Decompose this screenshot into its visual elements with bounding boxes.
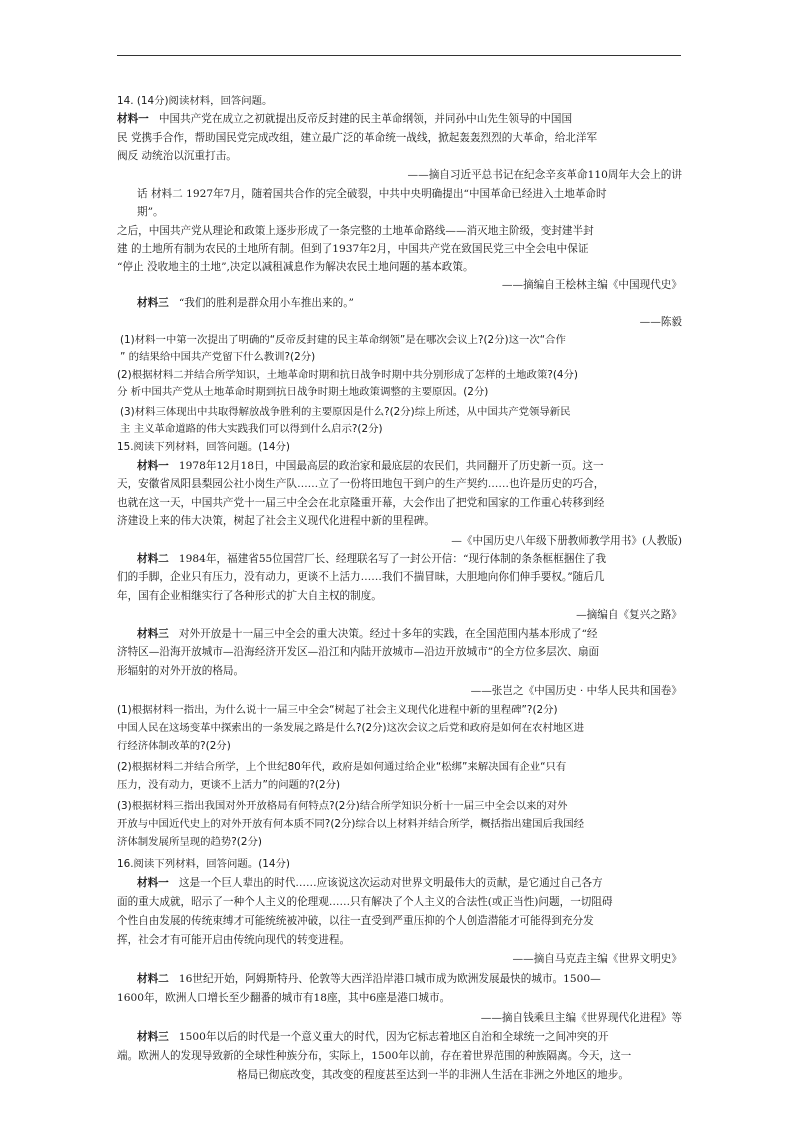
q14-material3-source: ——陈毅 [639,316,682,328]
q15-material3-source: ——张岂之《中国历史 · 中华人民共和国卷》 [470,685,682,697]
q16-material1-line2: 面的重大成就，昭示了一种个人主义的伦理观……只有解决了个人主义的合法性(或正当性)问题，一切阻碍 [117,896,613,908]
q16-material2-source: ——摘自钱乘旦主编《世界现代化进程》等 [480,1012,682,1024]
q14-material2-line5: “停止 没收地主的土地”,决定以减租减息作为解决农民土地问题的基本政策。 [117,261,474,273]
q14-material1-line2: 民 党携手合作，帮助国民党完成改组，建立最广泛的革命统一战线，掀起轰轰烈烈的大革命，给北洋军 [117,132,598,144]
q15-material2-line2: 们的手脚，企业只有压力，没有动力，更谈不上活力……我们不揣冒昧，大胆地向你们伸手要权。”随后几 [117,571,605,583]
q15-material3-line1: 材料三 对外开放是十一届三中全会的重大决策。经过十多年的实践，在全国范围内基本形成了“经 [137,628,598,640]
q15-material2-line3: 年，国有企业相继实行了各种形式的扩大自主权的制度。 [117,590,382,602]
q15-material2-line1: 材料二 1984年，福建省55位国营厂长、经理联名写了一封公开信：“现行体制的条条框框捆住了我 [137,553,607,565]
q15-material2-source: —摘编自《复兴之路》 [576,609,682,621]
q15-question3-line3: 济体制发展所呈现的趋势?(2分) [117,836,262,848]
q16-material3-label: 材料三 [137,1031,169,1043]
q14-material3-label: 材料三 [137,297,169,309]
q16-material1-source: ——摘自马克垚主编《世界文明史》 [512,953,682,965]
q16-material3-line1: 材料三 1500年以后的时代是一个意义重大的时代，因为它标志着地区自治和全球统一之间冲突的开 [137,1031,609,1043]
q15-question2-line1: (2)根据材料二并结合所学，上个世纪80年代，政府是如何通过给企业“松绑”来解决国有企业“只有 [117,761,567,773]
q14-question3-line2: 主 主义革命道路的伟大实践我们可以得到什么启示?(2分) [120,423,383,435]
q14-question1-line1: (1)材料一中第一次提出了明确的“反帝反封建的民主革命纲领”是在哪次会议上?(2分)这一次“合作 [120,334,566,346]
q15-material3-line3: 形辐射的对外开放的格局。 [117,665,245,677]
q14-material2-source: ——摘编自王桧林主编《中国现代史》 [501,279,682,291]
q16-material3-line2: 端。欧洲人的发现导致新的全球性种族分布，实际上，1500年以前，存在着世界范围的种族隔离。今天，这一 [117,1050,632,1062]
q14-question2-line2: 分 析中国共产党从土地革命时期到抗日战争时期土地政策调整的主要原因。(2分) [117,386,489,398]
q14-question1-line2: ” 的结果给中国共产党留下什么教训?(2分) [120,351,316,363]
q14-material1-source: ——摘自习近平总书记在纪念辛亥革命110周年大会上的讲 [407,169,682,181]
q15-material1-source: —《中国历史八年级下册教师教学用书》(人教版) [451,535,682,547]
q14-material2-line2: 期”。 [137,206,164,218]
q14-material1-label: 材料一 [117,113,149,125]
q14-material2-line3: 之后，中国共产党从理论和政策上逐步形成了一条完整的土地革命路线——消灭地主阶级，变封建半封 [117,225,594,237]
q15-material3-label: 材料三 [137,628,169,640]
q15-question3-line1: (3)根据材料三指出我国对外开放格局有何特点?(2分)结合所学知识分析十一届三中全会以来的对外 [117,800,568,812]
q14-material3: 材料三 “我们的胜利是群众用小车推出来的。” [137,297,354,309]
q15-question2-line2: 压力，没有动力，更谈不上活力”的问题的?(2分) [117,779,341,791]
q15-material1-line4: 济建设上来的伟大决策，树起了社会主义现代化进程中新的里程碑。 [117,515,435,527]
q16-material1-label: 材料一 [137,877,169,889]
header-rule [117,55,681,56]
q14-question2-line1: (2)根据材料二并结合所学知识，土地革命时期和抗日战争时期中共分别形成了怎样的土地政策?(4分) [117,369,578,381]
q15-material2-label: 材料二 [137,553,169,565]
q16-material2-label: 材料二 [137,973,169,985]
q16-material3-line3: 格局已彻底改变，其改变的程度甚至达到一半的非洲人生活在非洲之外地区的地步。 [237,1069,629,1081]
q16-material2-line2: 1600年，欧洲人口增长至少翻番的城市有18座，其中6座是港口城市。 [117,992,451,1004]
q16-material2-line1: 材料二 16世纪开始，阿姆斯特丹、伦敦等大西洋沿岸港口城市成为欧洲发展最快的城市。1500— [137,973,601,985]
q16-material1-line4: 挥，社会才有可能开启由传统向现代的转变进程。 [117,934,351,946]
q15-material1-label: 材料一 [137,460,169,472]
q14-material2-line4: 建 的土地所有制为农民的土地所有制。但到了1937年2月，中国共产党在致国民党三中全会电中保证 [117,243,589,255]
q14-material2-line1: 话 材料二 1927年7月，随着国共合作的完全破裂，中共中央明确提出“中国革命已经进入土地革命时 [137,188,607,200]
q15-heading: 15.阅读下列材料，回答问题。(14分) [117,441,290,453]
q16-material1-line1: 材料一 这是一个巨人辈出的时代……应该说这次运动对世界文明最伟大的贡献，是它通过自己各方 [137,877,603,889]
q15-material1-line2: 天，安徽省凤阳县梨园公社小岗生产队……立了一份将田地包干到户的生产契约……也许是历史的巧合， [117,478,605,490]
q16-heading: 16.阅读下列材料，回答问题。(14分) [117,858,290,870]
q14-material1-line1: 材料一 中国共产党在成立之初就提出反帝反封建的民主革命纲领，并同孙中山先生领导的中国国 [117,113,573,125]
q14-question3-line1: (3)材料三体现出中共取得解放战争胜利的主要原因是什么?(2分)综上所述，从中国共产党领导新民 [120,406,571,418]
q15-material1-line1: 材料一 1978年12月18日，中国最高层的政治家和最底层的农民们，共同翻开了历史新一页。这一 [137,460,604,472]
q15-question1-line3: 行经济体制改革的?(2分) [117,740,231,752]
q14-material1-line3: 阀反 动统治以沉重打击。 [117,150,237,162]
q15-material1-line3: 也就在这一天，中国共产党十一届三中全会在北京隆重开幕，大会作出了把党和国家的工作重心转移到经 [117,497,605,509]
q15-question1-line1: (1)根据材料一指出，为什么说十一届三中全会“树起了社会主义现代化进程中新的里程碑”?(2分) [117,704,558,716]
q15-question3-line2: 开放与中国近代史上的对外开放有何本质不同?(2分)综合以上材料并结合所学，概括指出建国后我国经 [117,818,585,830]
q15-question1-line2: 中国人民在这场变革中探索出的一条发展之路是什么?(2分)这次会议之后党和政府是如何在农村地区进 [117,722,585,734]
q14-heading: 14. (14分)阅读材料，回答问题。 [117,95,273,107]
q15-material3-line2: 济特区—沿海开放城市—沿海经济开发区—沿江和内陆开放城市—沿边开放城市”的全方位多层次、扇面 [117,646,600,658]
q16-material1-line3: 个性自由发展的传统束缚才可能统统被冲破，以往一直受到严重压抑的个人创造潜能才可能得到充分发 [117,915,594,927]
